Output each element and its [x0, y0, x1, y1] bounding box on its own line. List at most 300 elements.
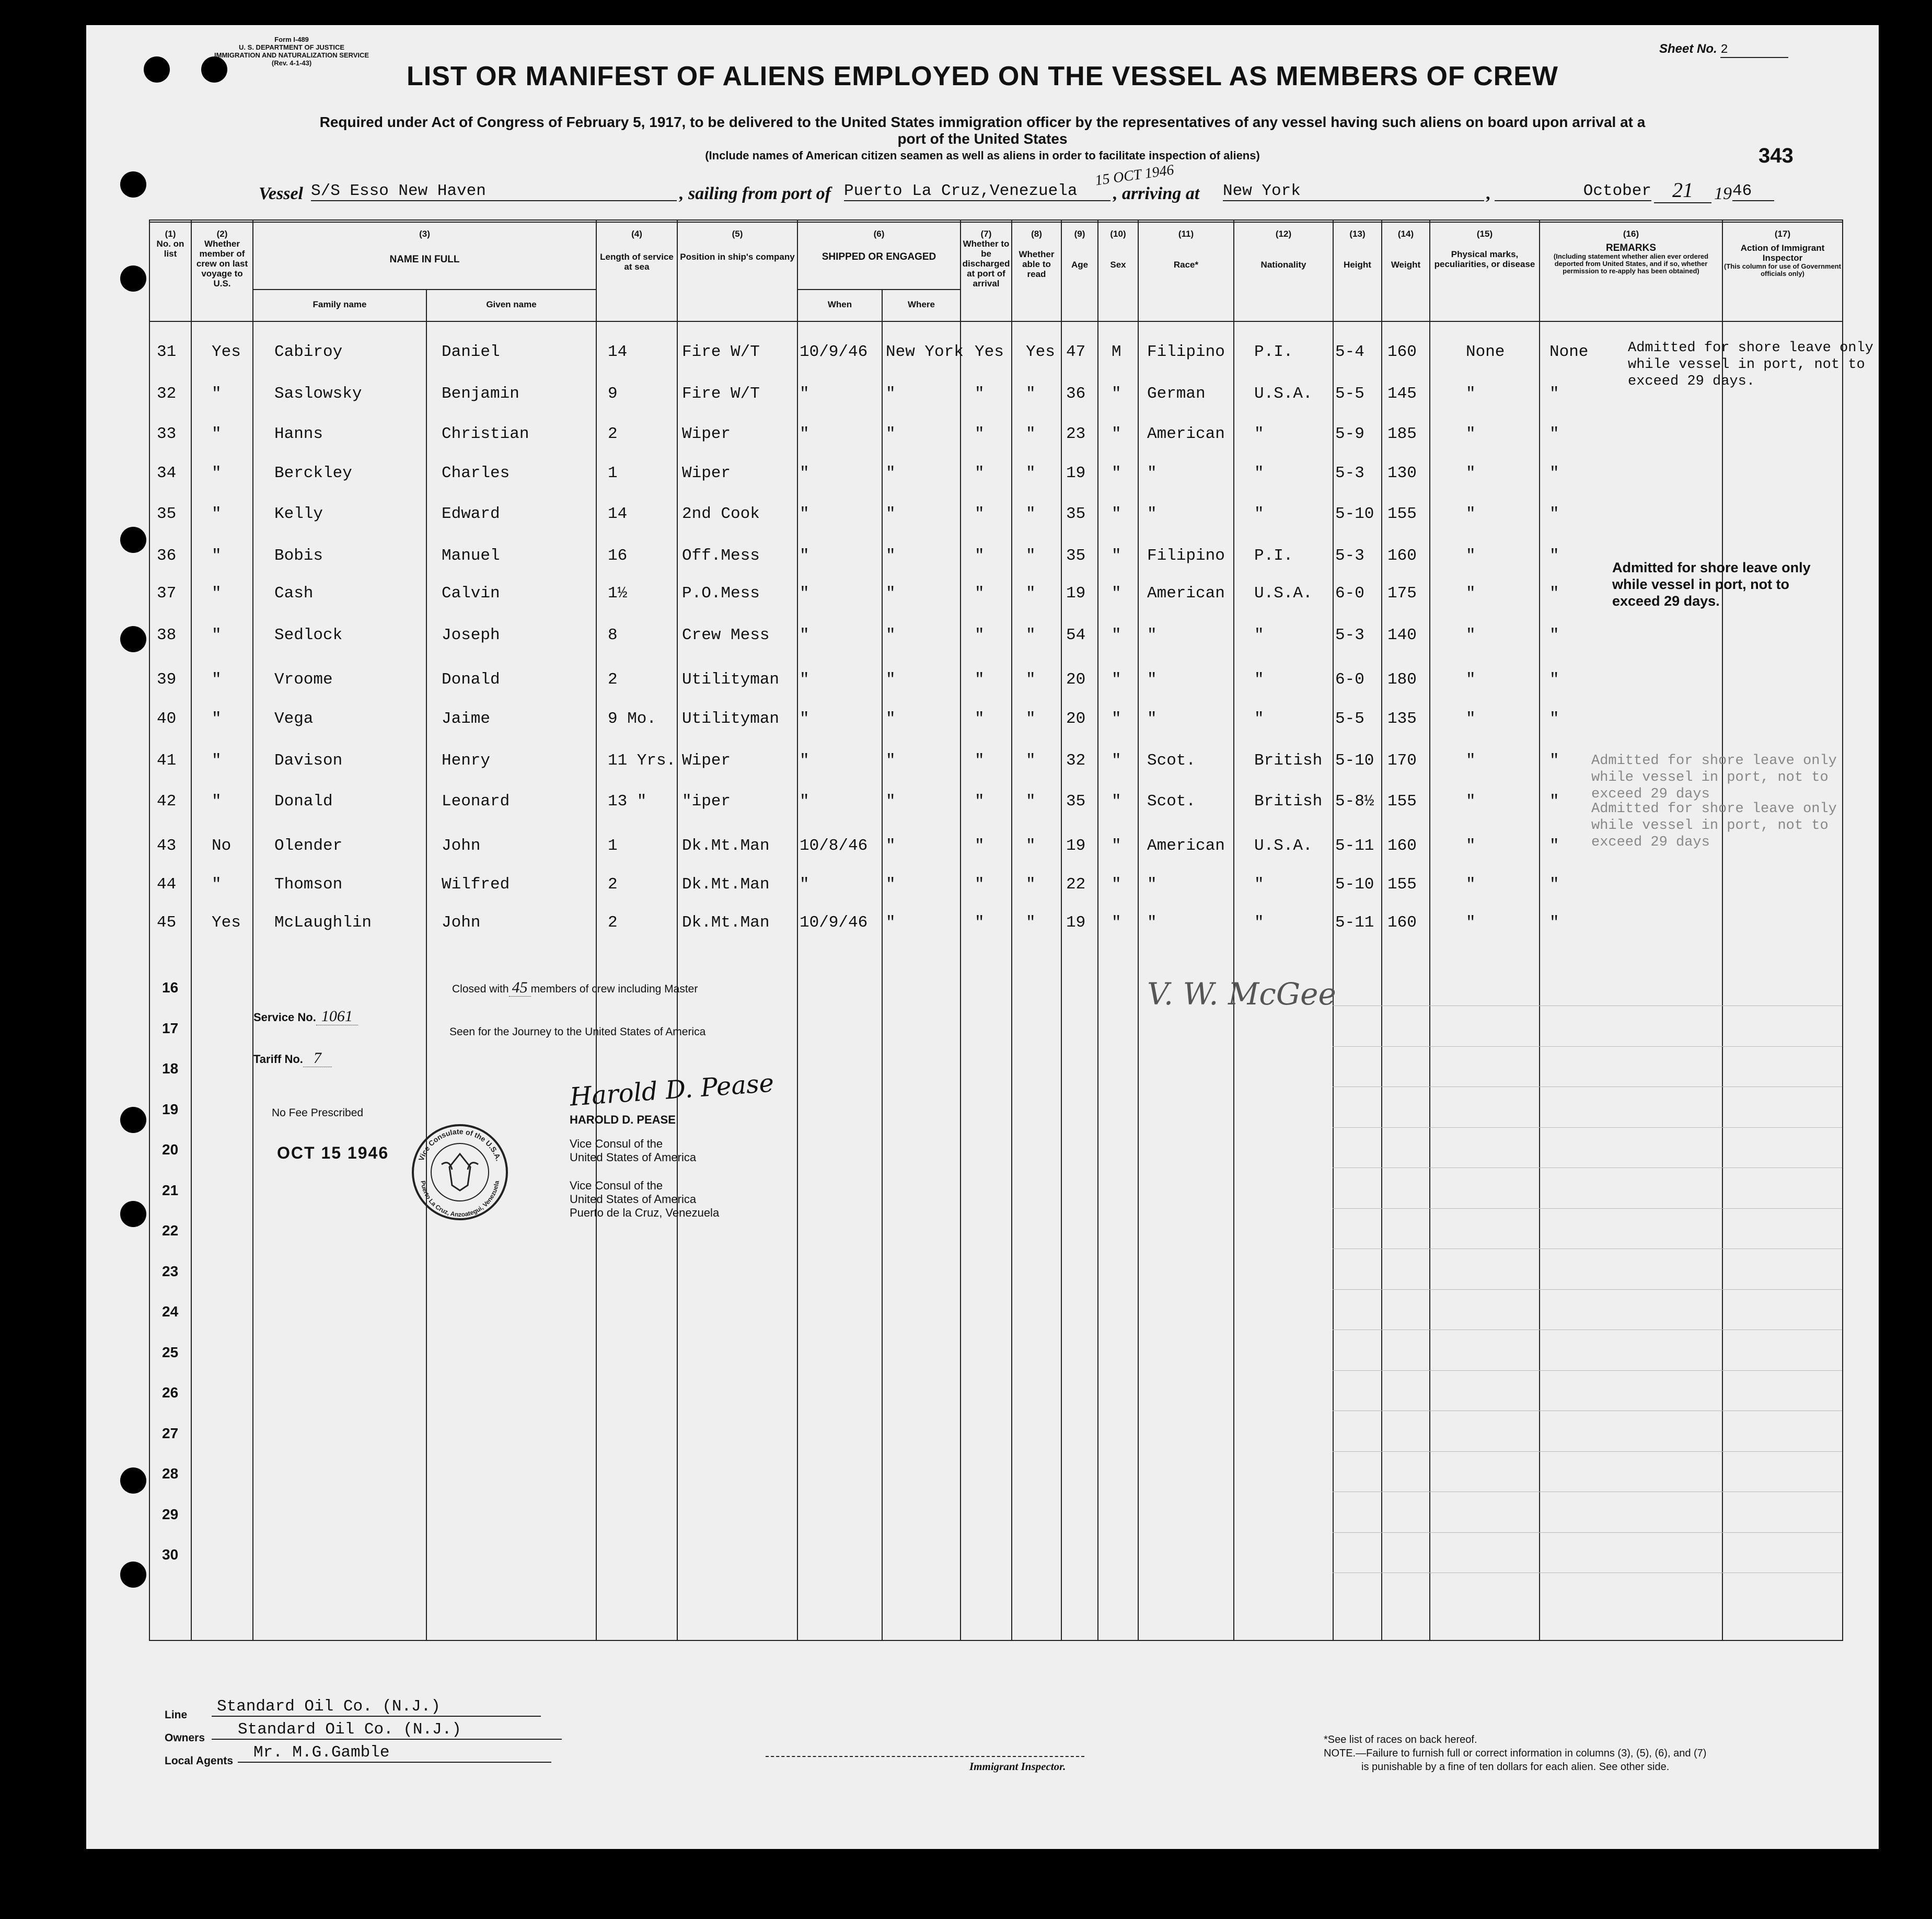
- col-physical-marks: ": [1466, 385, 1476, 403]
- col-nationality: British: [1254, 752, 1323, 770]
- col-age: 32: [1066, 752, 1086, 770]
- col-where: ": [886, 837, 896, 855]
- col-age: 35: [1066, 792, 1086, 811]
- consul-stamp-line-2: United States of America: [570, 1193, 697, 1206]
- col-position: Utilityman: [682, 710, 780, 728]
- col-when: 10/9/46: [800, 914, 868, 932]
- crew-list-number: 32: [157, 385, 177, 403]
- col-family-name: Vega: [274, 710, 314, 728]
- col-remarks: ": [1549, 547, 1559, 565]
- col-remarks: ": [1549, 875, 1559, 894]
- col-read: ": [1026, 425, 1036, 443]
- col-remarks: ": [1549, 914, 1559, 932]
- col-discharged: ": [975, 875, 985, 894]
- col-physical-marks: ": [1466, 547, 1476, 565]
- table-top-rule: [149, 219, 1842, 221]
- col-read: ": [1026, 914, 1036, 932]
- col-when: ": [800, 875, 809, 894]
- col-where: ": [886, 584, 896, 603]
- row-rule: [1333, 1086, 1842, 1087]
- col-physical-marks: ": [1466, 505, 1476, 523]
- col-when-header: When: [827, 299, 852, 309]
- printed-line-number: 19: [162, 1101, 179, 1117]
- col-age-header: (9) Age: [1071, 229, 1089, 270]
- printed-line-number: 20: [162, 1141, 179, 1158]
- punch-hole: [120, 626, 146, 652]
- punch-hole: [120, 1107, 146, 1133]
- col-when: 10/9/46: [800, 343, 868, 361]
- col-given-name: Edward: [442, 505, 500, 523]
- col-sex: ": [1112, 584, 1121, 603]
- col-where: ": [886, 710, 896, 728]
- line-value: Standard Oil Co. (N.J.): [212, 1697, 541, 1717]
- col-height: 5-11: [1335, 914, 1374, 932]
- col-age: 54: [1066, 626, 1086, 644]
- col-service: 14: [608, 505, 628, 523]
- vessel-label: Vessel: [259, 184, 303, 203]
- col-physical-marks: ": [1466, 752, 1476, 770]
- col-weight: 160: [1387, 547, 1417, 565]
- col-age: 19: [1066, 837, 1086, 855]
- col-height: 5-9: [1335, 425, 1364, 443]
- col-service: 8: [608, 626, 618, 644]
- col-physical-marks-header: (15) Physical marks, peculiarities, or disease: [1434, 229, 1535, 269]
- col-when: ": [800, 671, 809, 689]
- col-family-name: Kelly: [274, 505, 323, 523]
- col-inspector-action-header: (17) Action of Immigrant Inspector (This column for use of Government officials only): [1724, 229, 1841, 278]
- crew-list-number: 34: [157, 464, 177, 482]
- col-service: 16: [608, 547, 628, 565]
- col-family-name: Donald: [274, 792, 333, 811]
- col-remarks: ": [1549, 792, 1559, 811]
- col-when: ": [800, 792, 809, 811]
- crew-list-number: 42: [157, 792, 177, 811]
- col-nationality: ": [1254, 626, 1264, 644]
- col-given-name: Charles: [442, 464, 510, 482]
- arrival-port: New York: [1223, 182, 1484, 201]
- crew-list-number: 33: [157, 425, 177, 443]
- inspector-label: Immigrant Inspector.: [969, 1760, 1066, 1773]
- crew-list-number: 38: [157, 626, 177, 644]
- printed-line-number: 26: [162, 1384, 179, 1401]
- form-number: Form I-489: [274, 36, 309, 43]
- col-given-name: Manuel: [442, 547, 500, 565]
- printed-line-number: 23: [162, 1263, 179, 1279]
- col-nationality: P.I.: [1254, 547, 1293, 565]
- col-position: Utilityman: [682, 671, 780, 689]
- col-when: ": [800, 464, 809, 482]
- col-where: ": [886, 752, 896, 770]
- col-age: 20: [1066, 671, 1086, 689]
- printed-line-number: 22: [162, 1222, 179, 1239]
- col-last-voyage: ": [212, 710, 222, 728]
- col-given-name: Jaime: [442, 710, 491, 728]
- col-service: 2: [608, 425, 618, 443]
- col-service-header: (4) Length of service at sea: [600, 229, 674, 272]
- col-family-name: Hanns: [274, 425, 323, 443]
- col-age: 36: [1066, 385, 1086, 403]
- col-nationality: ": [1254, 505, 1264, 523]
- row-rule: [1333, 1005, 1842, 1006]
- col-physical-marks: ": [1466, 875, 1476, 894]
- col-weight: 155: [1387, 792, 1417, 811]
- col-when: ": [800, 505, 809, 523]
- col-where: ": [886, 425, 896, 443]
- col-when: ": [800, 626, 809, 644]
- table-bottom-rule: [149, 1640, 1842, 1641]
- punch-hole: [120, 171, 146, 198]
- col-position: "iper: [682, 792, 731, 811]
- printed-line-number: 30: [162, 1546, 179, 1563]
- col-service: 2: [608, 875, 618, 894]
- col-last-voyage: Yes: [212, 914, 241, 932]
- printed-line-number: 18: [162, 1060, 179, 1077]
- header-bottom-rule: [149, 321, 1842, 322]
- col-weight-header: (14) Weight: [1391, 229, 1421, 270]
- arrival-month: October: [1495, 182, 1651, 201]
- document-title: LIST OR MANIFEST OF ALIENS EMPLOYED ON THE VESSEL AS MEMBERS OF CREW: [407, 61, 1558, 91]
- col-position: Wiper: [682, 752, 731, 770]
- col-sex: ": [1112, 626, 1121, 644]
- row-rule: [1333, 1248, 1842, 1249]
- col-discharged: ": [975, 914, 985, 932]
- col-nationality: ": [1254, 914, 1264, 932]
- col-nationality: ": [1254, 710, 1264, 728]
- col-given-name-header: Given name: [486, 299, 537, 309]
- owners-value: Standard Oil Co. (N.J.): [212, 1720, 562, 1740]
- crew-list-number: 35: [157, 505, 177, 523]
- col-read: ": [1026, 671, 1036, 689]
- col-family-name: Bobis: [274, 547, 323, 565]
- col-position: Fire W/T: [682, 343, 760, 361]
- col-race: ": [1147, 875, 1157, 894]
- col-family-name: Sedlock: [274, 626, 343, 644]
- col-read: ": [1026, 385, 1036, 403]
- col-position: Wiper: [682, 425, 731, 443]
- handwritten-date: 15 OCT 1946: [1094, 161, 1175, 189]
- col-last-voyage: Yes: [212, 343, 241, 361]
- col-shipped-header: (6) SHIPPED OR ENGAGED: [822, 229, 936, 262]
- col-nationality: U.S.A.: [1254, 584, 1313, 603]
- col-age: 20: [1066, 710, 1086, 728]
- col-when: ": [800, 547, 809, 565]
- page-number: 343: [1759, 144, 1794, 167]
- col-weight: 130: [1387, 464, 1417, 482]
- col-read-header: (8) Whether able to read: [1019, 229, 1055, 279]
- col-nationality-header: (12) Nationality: [1260, 229, 1306, 270]
- col-read: ": [1026, 547, 1036, 565]
- col-given-name: Joseph: [442, 626, 500, 644]
- col-discharged: ": [975, 547, 985, 565]
- col-sex: ": [1112, 464, 1121, 482]
- punch-hole: [120, 265, 146, 292]
- col-discharged: ": [975, 425, 985, 443]
- col-service: 11 Yrs.: [608, 752, 676, 770]
- col-family-name: Berckley: [274, 464, 352, 482]
- consulate-seal: [410, 1123, 510, 1222]
- crew-list-number: 44: [157, 875, 177, 894]
- col-family-name: Davison: [274, 752, 343, 770]
- col-remarks: ": [1549, 385, 1559, 403]
- row-rule: [1333, 1167, 1842, 1168]
- col-where: New York: [886, 343, 964, 361]
- col-given-name: Henry: [442, 752, 491, 770]
- punch-hole: [120, 527, 146, 553]
- col-given-name: Daniel: [442, 343, 500, 361]
- crew-list-number: 31: [157, 343, 177, 361]
- col-last-voyage: ": [212, 547, 222, 565]
- crew-list-number: 43: [157, 837, 177, 855]
- col-family-name: Cabiroy: [274, 343, 343, 361]
- col-weight: 160: [1387, 914, 1417, 932]
- col-height: 5-10: [1335, 505, 1374, 523]
- col-where-header: Where: [908, 299, 935, 309]
- col-read: ": [1026, 464, 1036, 482]
- col-position: Wiper: [682, 464, 731, 482]
- agents-value: Mr. M.G.Gamble: [238, 1743, 551, 1763]
- printed-line-number: 24: [162, 1303, 179, 1320]
- crew-list-number: 39: [157, 671, 177, 689]
- col-physical-marks: ": [1466, 710, 1476, 728]
- col-nationality: U.S.A.: [1254, 837, 1313, 855]
- tariff-number: Tariff No. 7: [253, 1049, 332, 1067]
- col-remarks: ": [1549, 584, 1559, 603]
- col-family-name: Olender: [274, 837, 343, 855]
- arrival-year-prefix: 19: [1714, 184, 1732, 203]
- races-note: *See list of races on back hereof.: [1324, 1734, 1477, 1745]
- col-height: 5-3: [1335, 626, 1364, 644]
- col-name-header: (3) NAME IN FULL: [389, 229, 460, 265]
- col-remarks: ": [1549, 752, 1559, 770]
- row-rule: [1333, 1127, 1842, 1128]
- col-remarks: ": [1549, 505, 1559, 523]
- col-physical-marks: ": [1466, 425, 1476, 443]
- svg-text:Vice Consulate of the U.S.A.: [417, 1127, 503, 1162]
- svg-text:Puerto La Cruz, Anzoategui, Ve: [419, 1180, 501, 1218]
- col-when: ": [800, 584, 809, 603]
- col-discharged: ": [975, 752, 985, 770]
- col-position: Crew Mess: [682, 626, 770, 644]
- col-position: Fire W/T: [682, 385, 760, 403]
- col-sex: ": [1112, 752, 1121, 770]
- col-weight: 140: [1387, 626, 1417, 644]
- col-weight: 155: [1387, 875, 1417, 894]
- col-height: 5-5: [1335, 385, 1364, 403]
- col-race: ": [1147, 626, 1157, 644]
- col-sex: ": [1112, 792, 1121, 811]
- col-age: 23: [1066, 425, 1086, 443]
- col-remarks: ": [1549, 671, 1559, 689]
- col-where: ": [886, 792, 896, 811]
- col-weight: 185: [1387, 425, 1417, 443]
- arriving-label: , arriving at: [1113, 184, 1200, 203]
- sheet-number: 2: [1720, 43, 1788, 58]
- col-height: 5-3: [1335, 547, 1364, 565]
- col-position: Dk.Mt.Man: [682, 914, 770, 932]
- col-nationality: ": [1254, 671, 1264, 689]
- consul-title-1: Vice Consul of the: [570, 1137, 663, 1150]
- col-nationality: ": [1254, 425, 1264, 443]
- col-when: 10/8/46: [800, 837, 868, 855]
- col-where: ": [886, 626, 896, 644]
- col-read: ": [1026, 626, 1036, 644]
- col-sex: ": [1112, 671, 1121, 689]
- inspector-signature-line: [766, 1745, 1084, 1757]
- col-sex: ": [1112, 425, 1121, 443]
- col-service: 9: [608, 385, 618, 403]
- col-last-voyage: ": [212, 505, 222, 523]
- crew-list-number: 36: [157, 547, 177, 565]
- service-name: IMMIGRATION AND NATURALIZATION SERVICE: [214, 51, 369, 59]
- sheet-number-label: [1659, 42, 1788, 58]
- col-sex: ": [1112, 914, 1121, 932]
- col-age: 22: [1066, 875, 1086, 894]
- col-weight: 160: [1387, 837, 1417, 855]
- col-remarks: ": [1549, 464, 1559, 482]
- col-remarks: ": [1549, 626, 1559, 644]
- col-last-voyage: ": [212, 385, 222, 403]
- col-sex-header: (10) Sex: [1110, 229, 1126, 270]
- row-rule: [1333, 1370, 1842, 1371]
- col-height: 5-10: [1335, 875, 1374, 894]
- col-where: ": [886, 505, 896, 523]
- col-age: 19: [1066, 914, 1086, 932]
- col-race: American: [1147, 584, 1225, 603]
- col-weight: 145: [1387, 385, 1417, 403]
- col-weight: 160: [1387, 343, 1417, 361]
- col-position: 2nd Cook: [682, 505, 760, 523]
- owners-label: Owners: [165, 1732, 205, 1744]
- col-discharged: ": [975, 710, 985, 728]
- col-given-name: John: [442, 914, 481, 932]
- col-when: ": [800, 752, 809, 770]
- col-physical-marks: ": [1466, 914, 1476, 932]
- form-revision: (Rev. 4-1-43): [271, 59, 312, 67]
- col-where: ": [886, 671, 896, 689]
- agents-label: Local Agents: [165, 1755, 234, 1767]
- service-number: Service No. 1061: [253, 1008, 358, 1025]
- col-service: 1: [608, 464, 618, 482]
- col-when: ": [800, 710, 809, 728]
- subtitle-line-1: Required under Act of Congress of February 5, 1917, to be delivered to the United States immigration officer by the representatives of any vessel having such aliens on board upon arrival at a: [319, 114, 1646, 130]
- col-discharged: ": [975, 505, 985, 523]
- col-service: 2: [608, 914, 618, 932]
- col-read: ": [1026, 752, 1036, 770]
- row-rule: [1333, 1208, 1842, 1209]
- col-read: Yes: [1026, 343, 1055, 361]
- crew-list-number: 37: [157, 584, 177, 603]
- col-weight: 180: [1387, 671, 1417, 689]
- arrival-year: 46: [1732, 182, 1774, 201]
- col-discharged: ": [975, 464, 985, 482]
- col-discharged: ": [975, 584, 985, 603]
- col-physical-marks: ": [1466, 792, 1476, 811]
- seal-bottom-text: Puerto La Cruz, Anzoategui, Venezuela: [419, 1180, 501, 1219]
- col-sex: ": [1112, 505, 1121, 523]
- col-height: 5-8½: [1335, 792, 1374, 811]
- col-service: 1: [608, 837, 618, 855]
- col-service: 1½: [608, 584, 628, 603]
- consul-signature: Harold D. Pease: [569, 1068, 775, 1112]
- punch-hole: [120, 1201, 146, 1227]
- inspector-initials: V. W. McGee: [1147, 976, 1336, 1012]
- col-age: 47: [1066, 343, 1086, 361]
- col-sex: ": [1112, 837, 1121, 855]
- col-race: ": [1147, 671, 1157, 689]
- consul-stamp-line-1: Vice Consul of the: [570, 1179, 663, 1192]
- col-race: American: [1147, 425, 1225, 443]
- col-nationality: P.I.: [1254, 343, 1293, 361]
- col-race-header: (11) Race*: [1173, 229, 1199, 270]
- col-where: ": [886, 875, 896, 894]
- subtitle-line-2: port of the United States: [897, 131, 1068, 147]
- col-height-header: (13) Height: [1344, 229, 1371, 270]
- col-position: Dk.Mt.Man: [682, 837, 770, 855]
- col-read: ": [1026, 792, 1036, 811]
- col-sex: M: [1112, 343, 1121, 361]
- date-stamp: OCT 15 1946: [277, 1143, 389, 1162]
- col-race: Filipino: [1147, 547, 1225, 565]
- col-given-name: Christian: [442, 425, 529, 443]
- col-age: 19: [1066, 464, 1086, 482]
- col-age: 35: [1066, 505, 1086, 523]
- col-no-header: (1) No. on list: [156, 229, 184, 259]
- col-position-header: (5) Position in ship's company: [680, 229, 795, 262]
- vessel-name: S/S Esso New Haven: [311, 182, 677, 201]
- col-height: 5-3: [1335, 464, 1364, 482]
- col-discharged: ": [975, 671, 985, 689]
- col-nationality: U.S.A.: [1254, 385, 1313, 403]
- col-last-voyage: ": [212, 425, 222, 443]
- punch-hole: [120, 1467, 146, 1494]
- col-given-name: Wilfred: [442, 875, 510, 894]
- col-remarks-header: (16) REMARKS (Including statement whether alien ever ordered deported from United States, and if so, whether permission to re-apply has been obtained): [1553, 229, 1709, 275]
- col-family-name: Thomson: [274, 875, 343, 894]
- col-sex: ": [1112, 875, 1121, 894]
- col-discharged: ": [975, 792, 985, 811]
- col-given-name: Benjamin: [442, 385, 519, 403]
- sheet-label: Sheet No.: [1659, 42, 1717, 56]
- penalty-note-1: NOTE.—Failure to furnish full or correct information in columns (3), (5), (6), and (7): [1324, 1748, 1707, 1759]
- col-nationality: ": [1254, 875, 1264, 894]
- col-height: 5-10: [1335, 752, 1374, 770]
- col-remarks: None: [1549, 343, 1589, 361]
- col-position: Dk.Mt.Man: [682, 875, 770, 894]
- col-remarks: ": [1549, 837, 1559, 855]
- col-race: ": [1147, 464, 1157, 482]
- col-age: 19: [1066, 584, 1086, 603]
- col-weight: 155: [1387, 505, 1417, 523]
- col-discharged: Yes: [975, 343, 1004, 361]
- col-discharged: ": [975, 626, 985, 644]
- col-last-voyage: ": [212, 792, 222, 811]
- col-weight: 170: [1387, 752, 1417, 770]
- col-weight: 175: [1387, 584, 1417, 603]
- col-where: ": [886, 547, 896, 565]
- printed-line-number: 28: [162, 1465, 179, 1482]
- col-given-name: John: [442, 837, 481, 855]
- col-read: ": [1026, 584, 1036, 603]
- col-race: Scot.: [1147, 752, 1196, 770]
- col-family-name: Saslowsky: [274, 385, 362, 403]
- col-last-voyage: ": [212, 671, 222, 689]
- arrival-day: 21: [1654, 178, 1711, 203]
- col-position: Off.Mess: [682, 547, 760, 565]
- col-physical-marks: ": [1466, 584, 1476, 603]
- col-race: Scot.: [1147, 792, 1196, 811]
- col-height: 6-0: [1335, 671, 1364, 689]
- penalty-note-2: is punishable by a fine of ten dollars for each alien. See other side.: [1361, 1761, 1670, 1773]
